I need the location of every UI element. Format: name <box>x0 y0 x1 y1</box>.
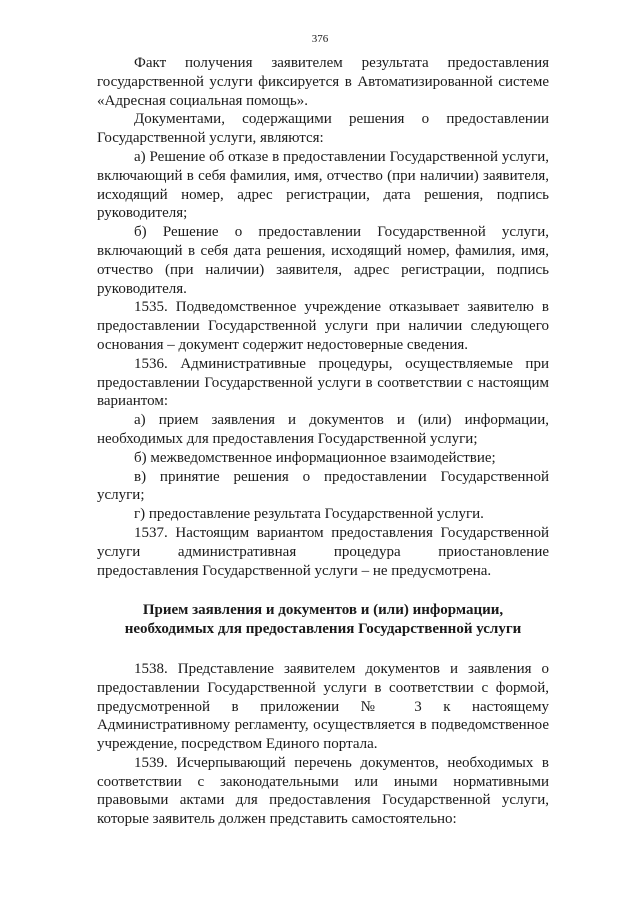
section-heading <box>97 601 549 639</box>
paragraph: Документами, содержащими решения о предоставлении Государственной услуги, являются: <box>97 111 549 147</box>
section-heading-line: Прием заявления и документов и (или) информации, <box>142 602 504 619</box>
page-number: 376 <box>311 33 329 45</box>
list-item: б) Решение о предоставлении Государственной услуги, включающий в себя дата решения, исходящий номер, фамилия, имя, отчество (при наличии) заявителя, адрес регистрации, подпись руководителя. <box>97 224 549 297</box>
document-body <box>97 54 549 829</box>
clause-1536: 1536. Административные процедуры, осуществляемые при предоставлении Государственной услуги в соответствии с настоящим вариантом: <box>97 355 549 410</box>
clause-1535: 1535. Подведомственное учреждение отказывает заявителю в предоставлении Государственной услуги при наличии следующего основания – документ содержит недостоверные сведения. <box>97 299 549 353</box>
section-heading-line: необходимых для предоставления Государственной услуги <box>124 621 522 638</box>
list-item: а) прием заявления и документов и (или) информации, необходимых для предоставления Государственной услуги; <box>97 412 549 447</box>
clause-1537: 1537. Настоящим вариантом предоставления Государственной услуги административная процедура приостановление предоставления Государственной услуги – не предусмотрена. <box>97 524 549 579</box>
clause-1538: 1538. Представление заявителем документов и заявления о предоставлении Государственной услуги в соответствии с формой, предусмотренной в приложении № 3 к настоящему Административному регламенту, осуществляется в подведомственное учреждение, посредством Единого портала. <box>97 660 549 753</box>
list-item: а) Решение об отказе в предоставлении Государственной услуги, включающий в себя фамилия, имя, отчество (при наличии) заявителя, исходящий номер, адрес регистрации, дата решения, подпись руководителя; <box>97 148 549 222</box>
paragraph: Факт получения заявителем результата предоставления государственной услуги фиксируется в Автоматизированной системе «Адресная социальная помощь». <box>97 55 549 109</box>
list-item: г) предоставление результата Государственной услуги. <box>134 506 484 523</box>
clause-1539: 1539. Исчерпывающий перечень документов, необходимых в соответствии с законодательными или иными нормативными правовыми актами для предоставления Государственной услуги, которые заявитель должен представить самостоятельно: <box>97 754 549 828</box>
list-item: в) принятие решения о предоставлении Государственной услуги; <box>97 468 549 504</box>
list-item: б) межведомственное информационное взаимодействие; <box>134 449 496 466</box>
